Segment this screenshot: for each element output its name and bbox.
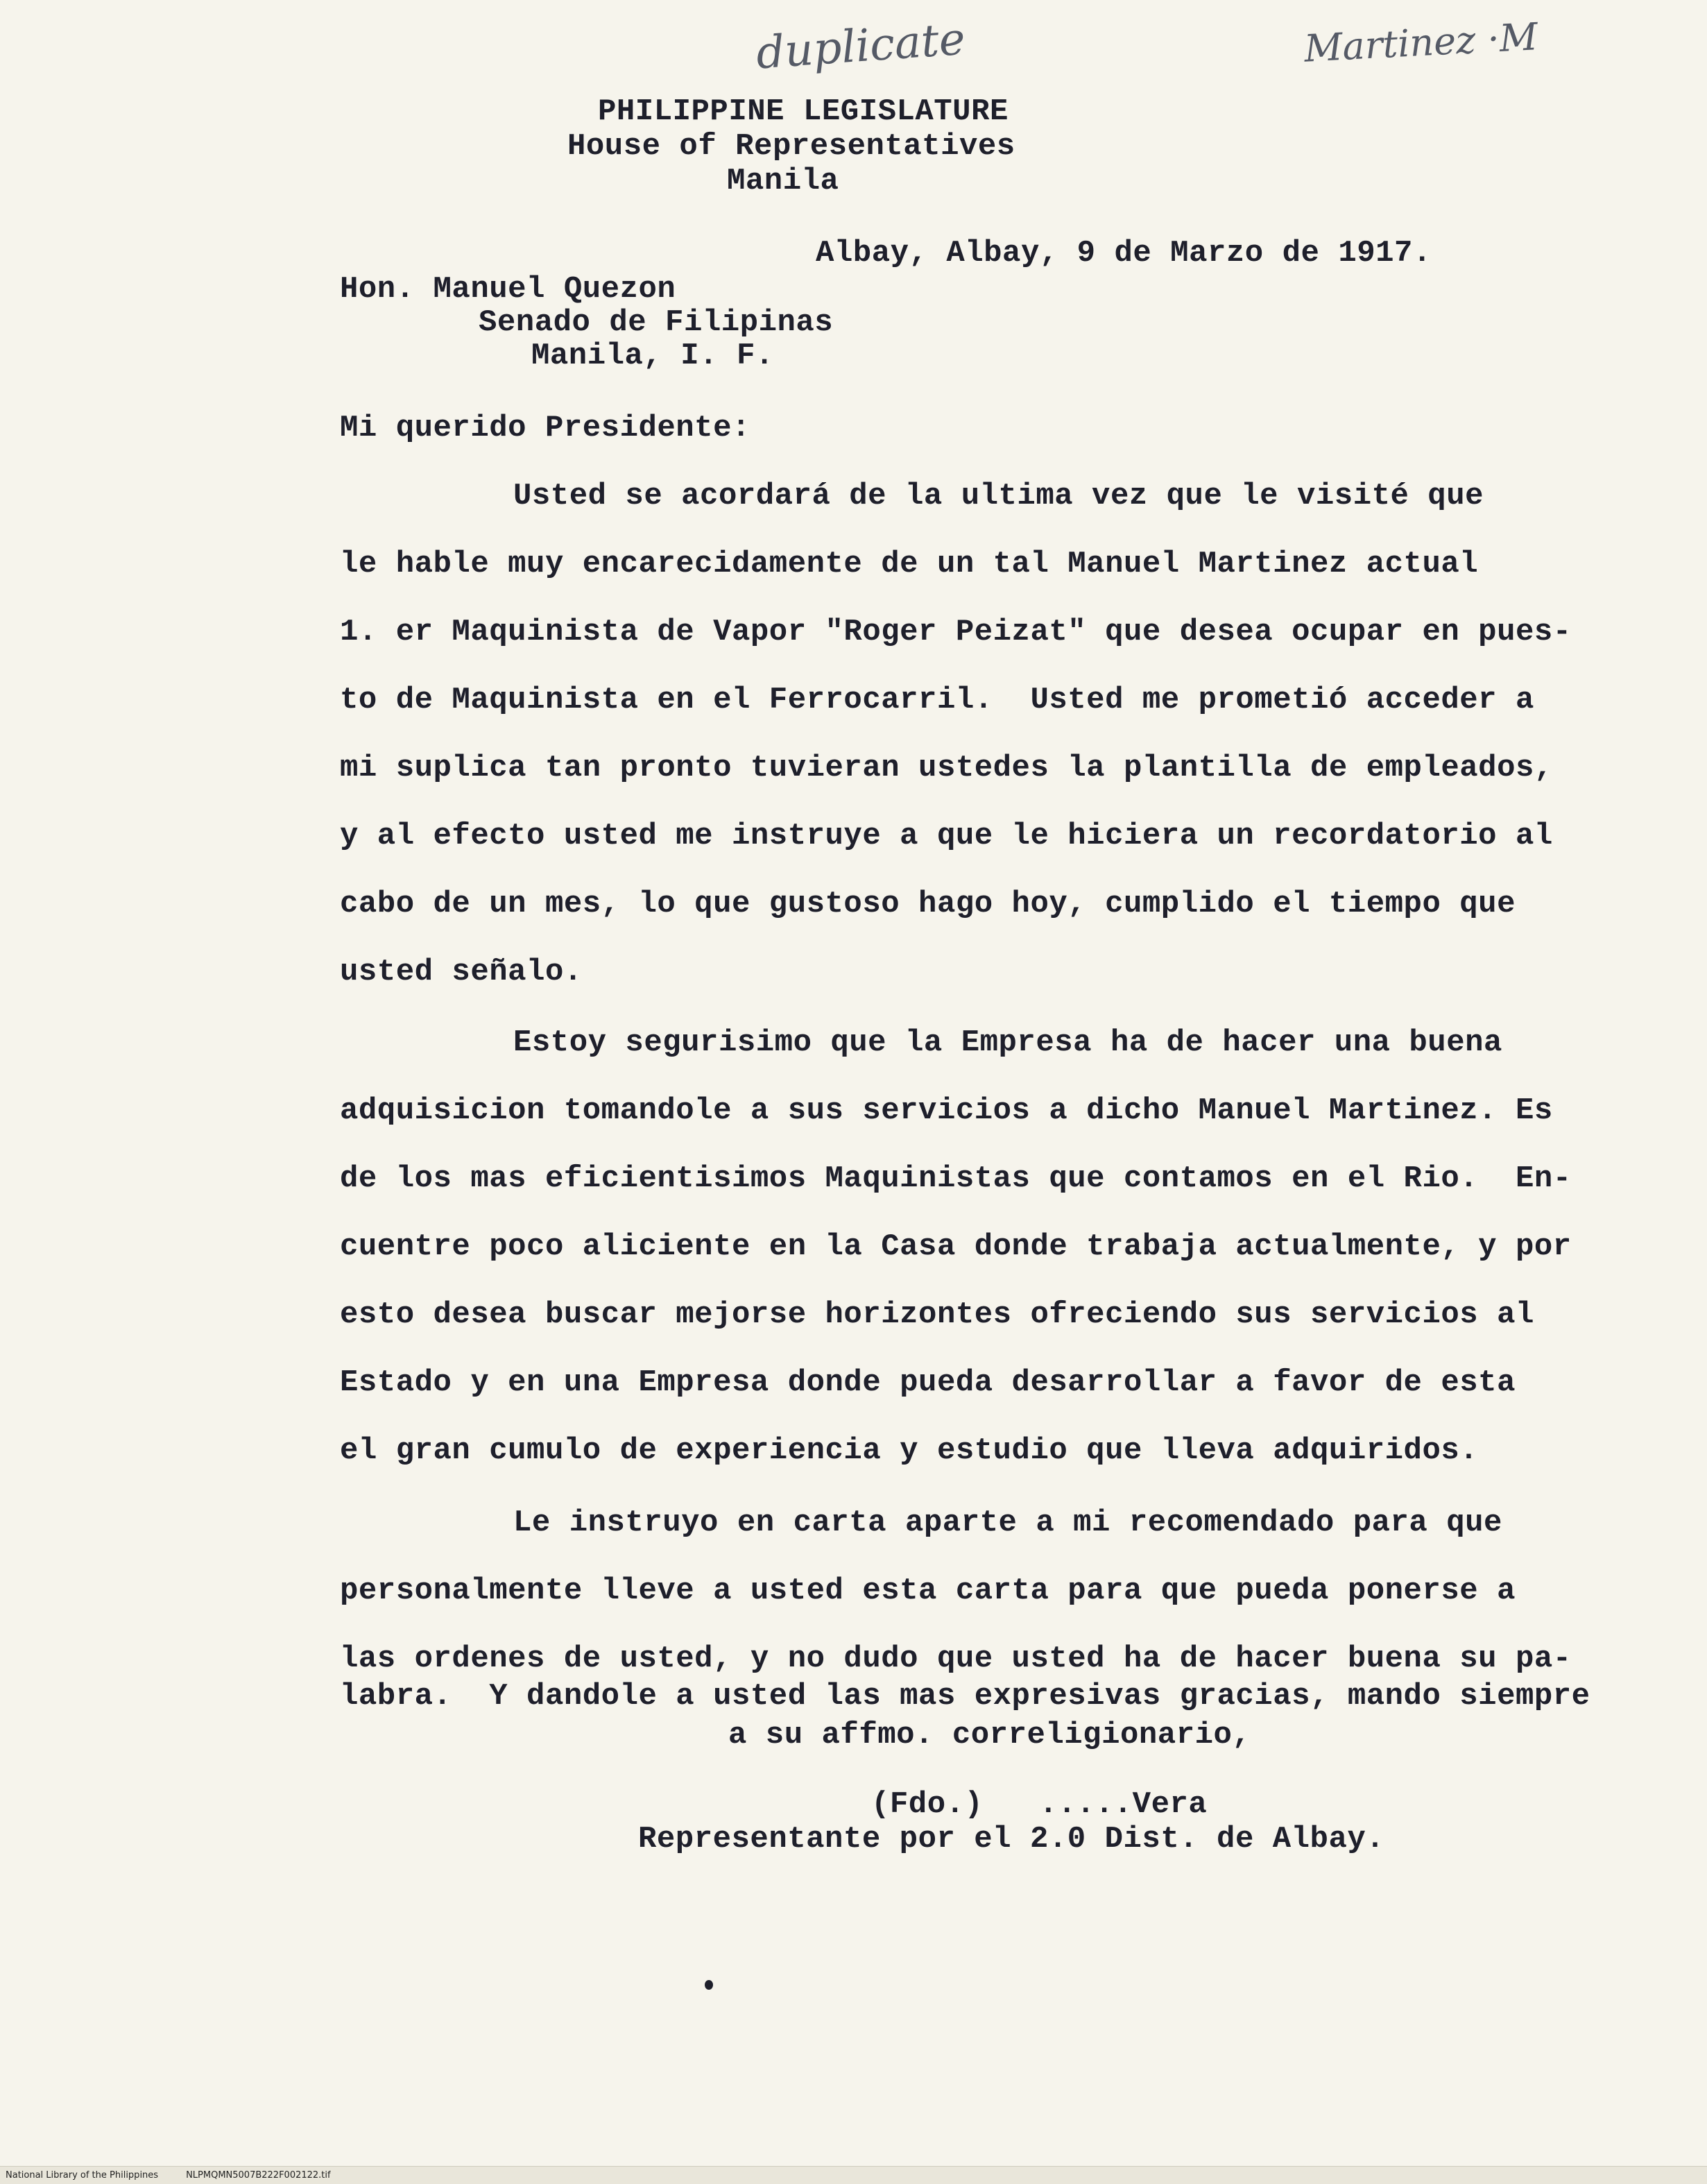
body-line: labra. Y dandole a usted las mas expresivas gracias, mando siempre xyxy=(340,1679,1590,1714)
body-line: personalmente lleve a usted esta carta para que pueda ponerse a xyxy=(340,1573,1516,1608)
salutation: Mi querido Presidente: xyxy=(340,411,750,445)
handwritten-name-note: Martinez ·M xyxy=(1303,15,1539,71)
addressee-name: Hon. Manuel Quezon xyxy=(340,272,676,307)
addressee-office: Senado de Filipinas xyxy=(479,305,834,340)
letterhead-city: Manila xyxy=(727,164,839,198)
body-line: mi suplica tan pronto tuvieran ustedes la plantilla de empleados, xyxy=(340,751,1553,785)
addressee-city: Manila, I. F. xyxy=(531,339,774,373)
handwritten-duplicate-note: duplicate xyxy=(754,13,967,80)
body-line: usted señalo. xyxy=(340,955,583,989)
body-line: to de Maquinista en el Ferrocarril. Usted me prometió acceder a xyxy=(340,683,1534,717)
body-line: a su affmo. correligionario, xyxy=(728,1718,1251,1752)
body-line: adquisicion tomandole a sus servicios a dicho Manuel Martinez. Es xyxy=(340,1093,1553,1128)
body-line: Estado y en una Empresa donde pueda desarrollar a favor de esta xyxy=(340,1365,1516,1400)
body-line: Estoy segurisimo que la Empresa ha de hacer una buena xyxy=(513,1025,1502,1060)
body-line: esto desea buscar mejorse horizontes ofreciendo sus servicios al xyxy=(340,1297,1534,1332)
ink-spot xyxy=(705,1980,713,1990)
signature-name: (Fdo.) .....Vera xyxy=(871,1787,1208,1822)
body-line: el gran cumulo de experiencia y estudio que lleva adquiridos. xyxy=(340,1433,1479,1468)
body-line: 1. er Maquinista de Vapor "Roger Peizat" que desea ocupar en pues- xyxy=(340,615,1572,649)
body-line: Le instruyo en carta aparte a mi recomendado para que xyxy=(513,1505,1502,1540)
body-line: y al efecto usted me instruye a que le hiciera un recordatorio al xyxy=(340,819,1553,853)
footer-file: NLPMQMN5007B222F002122.tif xyxy=(186,2170,331,2181)
scan-footer xyxy=(0,2166,1707,2184)
body-line: las ordenes de usted, y no dudo que usted ha de hacer buena su pa- xyxy=(340,1641,1572,1676)
signature-title: Representante por el 2.0 Dist. de Albay. xyxy=(638,1822,1385,1857)
letterhead-subtitle: House of Representatives xyxy=(567,129,1015,164)
body-line: Usted se acordará de la ultima vez que le visité que xyxy=(513,479,1484,513)
body-line: de los mas eficientisimos Maquinistas que contamos en el Rio. En- xyxy=(340,1161,1572,1196)
footer-library: National Library of the Philippines xyxy=(6,2170,159,2181)
letterhead-title: PHILIPPINE LEGISLATURE xyxy=(598,94,1009,129)
body-line: cuentre poco aliciente en la Casa donde trabaja actualmente, y por xyxy=(340,1229,1572,1264)
body-line: le hable muy encarecidamente de un tal Manuel Martinez actual xyxy=(340,547,1479,581)
date-line: Albay, Albay, 9 de Marzo de 1917. xyxy=(816,236,1432,271)
body-line: cabo de un mes, lo que gustoso hago hoy, cumplido el tiempo que xyxy=(340,887,1516,921)
